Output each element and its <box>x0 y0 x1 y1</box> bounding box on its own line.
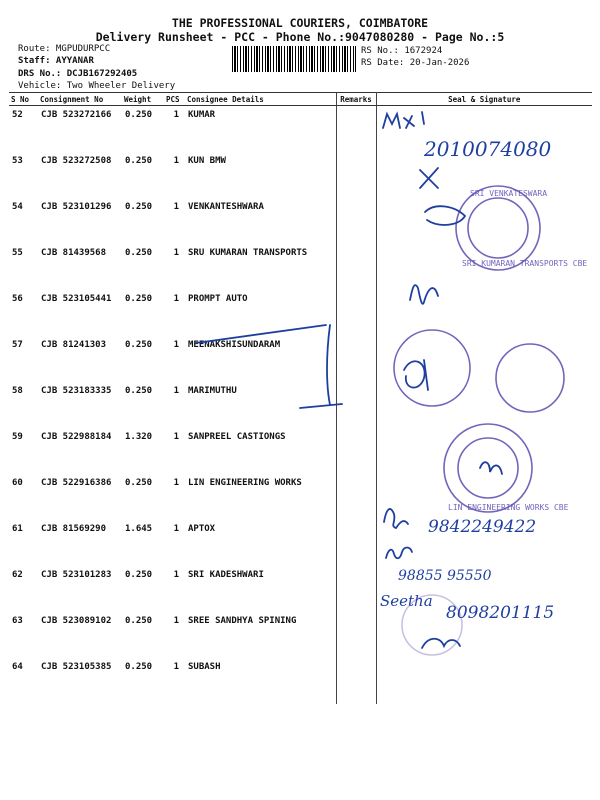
cell-sno: 52 <box>12 110 23 120</box>
cell-seal-signature <box>376 566 592 612</box>
cell-sno: 63 <box>12 616 23 626</box>
cell-cno: CJB 523101296 <box>41 202 112 212</box>
cell-weight: 1.645 <box>125 524 153 534</box>
stamp1-text: SRI VENKATESWARA <box>470 189 548 198</box>
cell-pcs: 1 <box>173 248 179 258</box>
cell-seal-signature <box>376 336 592 382</box>
cell-remarks <box>336 336 376 382</box>
table-row <box>9 658 592 704</box>
cell-pcs: 1 <box>173 616 179 626</box>
cell-remarks <box>336 658 376 704</box>
cell-remarks <box>336 290 376 336</box>
col-sno: S No <box>9 93 38 106</box>
cell-weight: 0.250 <box>125 570 153 580</box>
cell-pcs: 1 <box>173 340 179 350</box>
table-row <box>9 106 592 153</box>
cell-weight: 0.250 <box>125 386 153 396</box>
cell-pcs: 1 <box>173 662 179 672</box>
cell-consignee: KUMAR <box>188 110 216 120</box>
cell-cno: CJB 81241303 <box>41 340 107 350</box>
rs-date-field: RS Date: 20-Jan-2026 <box>361 58 470 68</box>
cell-sno: 59 <box>12 432 23 442</box>
cell-consignee: SUBASH <box>188 662 221 672</box>
col-consignee-details: Consignee Details <box>185 93 336 106</box>
cell-consignee: SREE SANDHYA SPINING <box>188 616 297 626</box>
cell-sno: 55 <box>12 248 23 258</box>
cell-pcs: 1 <box>173 570 179 580</box>
stamp3-text: LIN ENGINEERING WORKS CBE <box>448 503 569 512</box>
table-row <box>9 566 592 612</box>
cell-consignee: SRU KUMARAN TRANSPORTS <box>188 248 308 258</box>
cell-consignee: VENKANTESHWARA <box>188 202 264 212</box>
cell-consignee: LIN ENGINEERING WORKS <box>188 478 302 488</box>
handwritten-name-row63: Seetha <box>380 592 433 610</box>
handwritten-number-row52: 2010074080 <box>424 137 552 161</box>
cell-weight: 1.320 <box>125 432 153 442</box>
cell-weight: 0.250 <box>125 294 153 304</box>
cell-consignee: KUN BMW <box>188 156 226 166</box>
runsheet-subtitle: Delivery Runsheet - PCC - Phone No.:9047080280 - Page No.:5 <box>95 30 505 44</box>
cell-seal-signature <box>376 198 592 244</box>
table-row <box>9 520 592 566</box>
drs-field: DRS No.: DCJB167292405 <box>18 69 138 79</box>
cell-cno: CJB 523105385 <box>41 662 112 672</box>
table-row <box>9 244 592 290</box>
table-row <box>9 152 592 198</box>
cell-cno: CJB 522988184 <box>41 432 112 442</box>
cell-sno: 56 <box>12 294 23 304</box>
cell-weight: 0.250 <box>125 110 153 120</box>
cell-cno: CJB 523101283 <box>41 570 112 580</box>
cell-remarks <box>336 198 376 244</box>
cell-pcs: 1 <box>173 524 179 534</box>
handwritten-phone-row63: 8098201115 <box>446 603 555 623</box>
table-row <box>9 290 592 336</box>
cell-pcs: 1 <box>173 110 179 120</box>
col-consignment-no: Consignment No <box>38 93 122 106</box>
table-row <box>9 382 592 428</box>
col-seal-signature: Seal & Signature <box>376 93 592 106</box>
cell-remarks <box>336 152 376 198</box>
cell-sno: 54 <box>12 202 23 212</box>
handwritten-phone-row61: 9842249422 <box>428 517 537 537</box>
cell-remarks <box>336 520 376 566</box>
cell-sno: 60 <box>12 478 23 488</box>
cell-remarks <box>336 474 376 520</box>
cell-weight: 0.250 <box>125 248 153 258</box>
cell-remarks <box>336 244 376 290</box>
cell-seal-signature <box>376 612 592 658</box>
cell-weight: 0.250 <box>125 478 153 488</box>
cell-cno: CJB 81569290 <box>41 524 107 534</box>
barcode-image <box>232 46 356 72</box>
cell-sno: 58 <box>12 386 23 396</box>
cell-consignee: SRI KADESHWARI <box>188 570 264 580</box>
cell-remarks <box>336 382 376 428</box>
cell-sno: 64 <box>12 662 23 672</box>
table-row <box>9 336 592 382</box>
rs-number-field: RS No.: 1672924 <box>361 46 443 56</box>
cell-weight: 0.250 <box>125 340 153 350</box>
cell-consignee: SANPREEL CASTIONGS <box>188 432 286 442</box>
handwritten-phone-row62: 98855 95550 <box>398 568 492 584</box>
table-header-row <box>9 93 592 106</box>
cell-cno: CJB 522916386 <box>41 478 112 488</box>
cell-remarks <box>336 566 376 612</box>
cell-cno: CJB 523089102 <box>41 616 112 626</box>
cell-pcs: 1 <box>173 156 179 166</box>
cell-weight: 0.250 <box>125 156 153 166</box>
route-field: Route: MGPUDURPCC <box>18 44 111 54</box>
cell-seal-signature <box>376 474 592 520</box>
col-remarks: Remarks <box>336 93 376 106</box>
cell-cno: CJB 81439568 <box>41 248 107 258</box>
cell-consignee: MARIMUTHU <box>188 386 237 396</box>
cell-seal-signature <box>376 244 592 290</box>
stamp2-text: SRI KUMARAN TRANSPORTS CBE <box>462 259 588 268</box>
cell-weight: 0.250 <box>125 662 153 672</box>
cell-seal-signature <box>376 658 592 704</box>
cell-remarks <box>336 612 376 658</box>
cell-remarks <box>336 106 376 153</box>
cell-pcs: 1 <box>173 386 179 396</box>
cell-sno: 62 <box>12 570 23 580</box>
cell-cno: CJB 523272508 <box>41 156 112 166</box>
cell-cno: CJB 523272166 <box>41 110 112 120</box>
cell-seal-signature <box>376 106 592 153</box>
cell-sno: 57 <box>12 340 23 350</box>
cell-cno: CJB 523105441 <box>41 294 112 304</box>
cell-consignee: PROMPT AUTO <box>188 294 248 304</box>
cell-pcs: 1 <box>173 294 179 304</box>
table-row <box>9 198 592 244</box>
cell-consignee: MEENAKSHISUNDARAM <box>188 340 281 350</box>
cell-consignee: APTOX <box>188 524 216 534</box>
col-pcs: PCS <box>164 93 185 106</box>
cell-seal-signature <box>376 152 592 198</box>
cell-seal-signature <box>376 428 592 474</box>
vehicle-field: Vehicle: Two Wheeler Delivery <box>18 81 176 91</box>
cell-sno: 53 <box>12 156 23 166</box>
cell-remarks <box>336 428 376 474</box>
cell-weight: 0.250 <box>125 202 153 212</box>
table-row <box>9 612 592 658</box>
cell-sno: 61 <box>12 524 23 534</box>
table-row <box>9 474 592 520</box>
table-row <box>9 428 592 474</box>
cell-seal-signature <box>376 290 592 336</box>
cell-seal-signature <box>376 520 592 566</box>
runsheet-table <box>9 92 592 704</box>
cell-pcs: 1 <box>173 478 179 488</box>
cell-cno: CJB 523183335 <box>41 386 112 396</box>
cell-pcs: 1 <box>173 202 179 212</box>
staff-field: Staff: AYYANAR <box>18 56 94 66</box>
cell-weight: 0.250 <box>125 616 153 626</box>
cell-pcs: 1 <box>173 432 179 442</box>
company-title: THE PROFESSIONAL COURIERS, COIMBATORE <box>171 16 429 30</box>
col-weight: Weight <box>122 93 164 106</box>
cell-seal-signature <box>376 382 592 428</box>
